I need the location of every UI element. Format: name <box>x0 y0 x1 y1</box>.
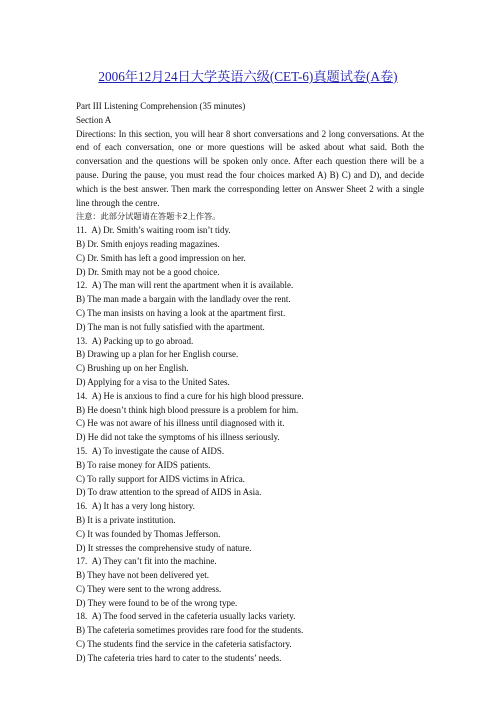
choice-text: B) To raise money for AIDS patients. <box>76 459 211 470</box>
question-number: 11. <box>76 225 87 236</box>
question-item <box>76 555 424 610</box>
question-item <box>76 500 424 555</box>
choice-text: B) He doesn’t think high blood pressure is a problem for him. <box>76 404 299 415</box>
choice-text: D) The cafeteria tries hard to cater to the students’ needs. <box>76 652 282 663</box>
choice-text: C) Dr. Smith has left a good impression on her. <box>76 252 246 263</box>
question-first-line <box>76 500 424 514</box>
choice-text: B) Drawing up a plan for her English course. <box>76 349 239 360</box>
choice-text: C) The students find the service in the cafeteria satisfactory. <box>76 639 292 650</box>
choice-text: A) They can’t fit into the machine. <box>91 556 217 567</box>
question-item <box>76 335 424 390</box>
choice-text: B) Dr. Smith enjoys reading magazines. <box>76 238 220 249</box>
choice-text: B) They have not been delivered yet. <box>76 570 210 581</box>
directions-paragraph: Directions: In this section, you will hear 8 short conversations and 2 long conversations. At the end of each conversation, one or more questions will be asked about what said. Both the conversation and the questions will be spoken only once. After each question there will be a pause. During the pause, you must read the four choices marked A) B) C) and D), and decide which is the best answer. Then mark the corresponding letter on Answer Sheet 2 with a single line through the centre. <box>76 128 424 208</box>
choice-text: D) The man is not fully satisfied with the apartment. <box>76 321 265 332</box>
choice-text: D) To draw attention to the spread of AIDS in Asia. <box>76 487 262 498</box>
question-first-line <box>76 335 424 349</box>
choice-text: B) The cafeteria sometimes provides rare food for the students. <box>76 625 304 636</box>
choice-text: A) The food served in the cafeteria usually lacks variety. <box>91 611 296 622</box>
choice-text: A) He is anxious to find a cure for his high blood pressure. <box>91 390 304 401</box>
question-number: 15. <box>76 445 88 456</box>
question-item <box>76 445 424 500</box>
question-first-line <box>76 610 424 624</box>
choice-text: B) It is a private institution. <box>76 514 176 525</box>
question-number: 16. <box>76 501 88 512</box>
question-first-line <box>76 445 424 459</box>
section-heading: Section A <box>76 114 112 125</box>
part-heading: Part III Listening Comprehension (35 minutes) <box>76 101 246 111</box>
choice-text: D) Applying for a visa to the United Sates. <box>76 376 230 387</box>
choice-text: D) He did not take the symptoms of his illness seriously. <box>76 432 280 443</box>
choice-text: D) They were found to be of the wrong type. <box>76 597 238 608</box>
choice-text: A) To investigate the cause of AIDS. <box>91 445 225 456</box>
choice-text: D) It stresses the comprehensive study of nature. <box>76 542 252 553</box>
question-first-line <box>76 279 424 293</box>
choice-text: C) It was founded by Thomas Jefferson. <box>76 528 221 539</box>
choice-text: C) The man insists on having a look at the apartment first. <box>76 307 286 318</box>
choice-text: C) Brushing up on her English. <box>76 363 189 374</box>
choice-text: C) To rally support for AIDS victims in Africa. <box>76 473 245 484</box>
choice-text: C) He was not aware of his illness until diagnosed with it. <box>76 418 285 429</box>
question-item <box>76 279 424 334</box>
choice-text: B) The man made a bargain with the landlady over the rent. <box>76 294 291 305</box>
choice-text: C) They were sent to the wrong address. <box>76 583 222 594</box>
question-number: 17. <box>76 556 88 567</box>
question-number: 14. <box>76 390 88 401</box>
choice-text: A) Dr. Smith’s waiting room isn’t tidy. <box>91 225 231 236</box>
question-first-line <box>76 390 424 404</box>
answer-sheet-note: 注意：此部分试题请在答题卡2上作答。 <box>76 211 221 222</box>
question-first-line <box>76 555 424 569</box>
document-title[interactable]: 2006年12月24日大学英语六级(CET-6)真题试卷(A卷) <box>98 69 398 84</box>
question-item <box>76 390 424 445</box>
question-item <box>76 610 424 665</box>
choice-text: A) The man will rent the apartment when it is available. <box>91 280 294 291</box>
question-list <box>76 224 424 666</box>
question-item <box>76 224 424 279</box>
choice-text: A) Packing up to go abroad. <box>91 335 194 346</box>
question-number: 13. <box>76 335 88 346</box>
choice-text: A) It has a very long history. <box>91 501 195 512</box>
question-number: 12. <box>76 280 88 291</box>
question-number: 18. <box>76 611 88 622</box>
question-first-line <box>76 224 424 238</box>
document-body <box>76 100 424 666</box>
choice-text: D) Dr. Smith may not be a good choice. <box>76 266 220 277</box>
